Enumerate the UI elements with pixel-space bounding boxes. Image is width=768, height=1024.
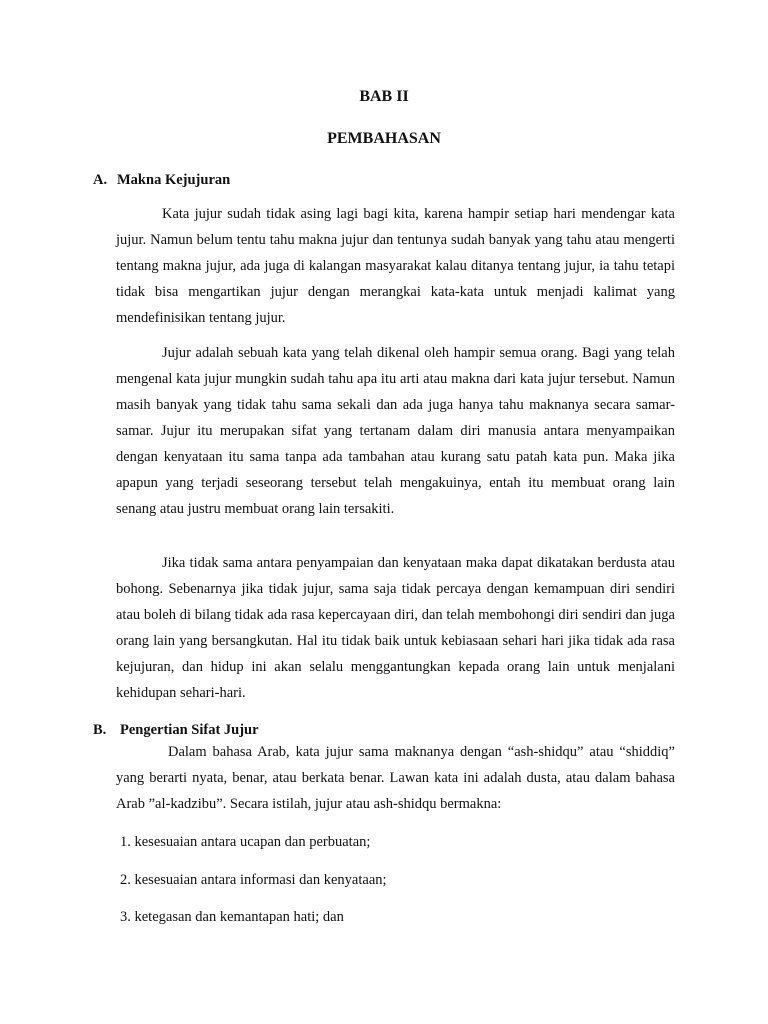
chapter-title: PEMBAHASAN [327,130,441,147]
section-a-heading [93,172,230,189]
section-a-paragraph-1: Kata jujur sudah tidak asing lagi bagi kita, karena hampir setiap hari mendengar kata jujur. Namun belum tentu tahu makna jujur dan tentunya sudah banyak yang tahu atau mengerti tentang makna jujur, ada juga di kalangan masyarakat kalau ditanya tentang jujur, ia tahu tetapi tidak bisa mengartikan jujur dengan merangkai kata-kata untuk menjadi kalimat yang mendefinisikan tentang jujur. [116,206,675,326]
section-b-heading [93,722,259,739]
chapter-label: BAB II [359,88,409,105]
section-b-title: Pengertian Sifat Jujur [120,722,259,738]
section-b-letter: B. [93,722,107,738]
section-a-letter: A. [93,172,108,188]
list-item: 3. ketegasan dan kemantapan hati; dan [120,909,344,925]
list-item: 2. kesesuaian antara informasi dan kenyataan; [120,872,387,888]
section-a-title: Makna Kejujuran [117,172,231,188]
section-b-paragraph: Dalam bahasa Arab, kata jujur sama maknanya dengan “ash-shidqu” atau “shiddiq” yang berarti nyata, benar, atau berkata benar. Lawan kata ini adalah dusta, atau dalam bahasa Arab ”al-kadzibu”. Secara istilah, jujur atau ash-shidqu bermakna: [116,744,675,812]
section-a-paragraph-2: Jujur adalah sebuah kata yang telah dikenal oleh hampir semua orang. Bagi yang telah mengenal kata jujur mungkin sudah tahu apa itu arti atau makna dari kata jujur tersebut. Namun masih banyak yang tidak tahu sama sekali dan ada juga hanya tahu maknanya secara samar-samar. Jujur itu merupakan sifat yang tertanam dalam diri manusia antara menyampaikan dengan kenyataan itu sama tanpa ada tambahan atau kurang satu patah kata pun. Maka jika apapun yang terjadi seseorang tersebut telah mengakuinya, entah itu membuat orang lain senang atau justru membuat orang lain tersakiti. [116,345,675,517]
list-item: 1. kesesuaian antara ucapan dan perbuatan; [120,834,371,850]
section-a-paragraph-3: Jika tidak sama antara penyampaian dan kenyataan maka dapat dikatakan berdusta atau bohong. Sebenarnya jika tidak jujur, sama saja tidak percaya dengan kemampuan diri sendiri atau boleh di bilang tidak ada rasa kepercayaan diri, dan telah membohongi diri sendiri dan juga orang lain yang bersangkutan. Hal itu tidak baik untuk kebiasaan sehari hari jika tidak ada rasa kejujuran, dan hidup ini akan selalu menggantungkan kepada orang lain untuk menjalani kehidupan sehari-hari. [116,555,675,701]
